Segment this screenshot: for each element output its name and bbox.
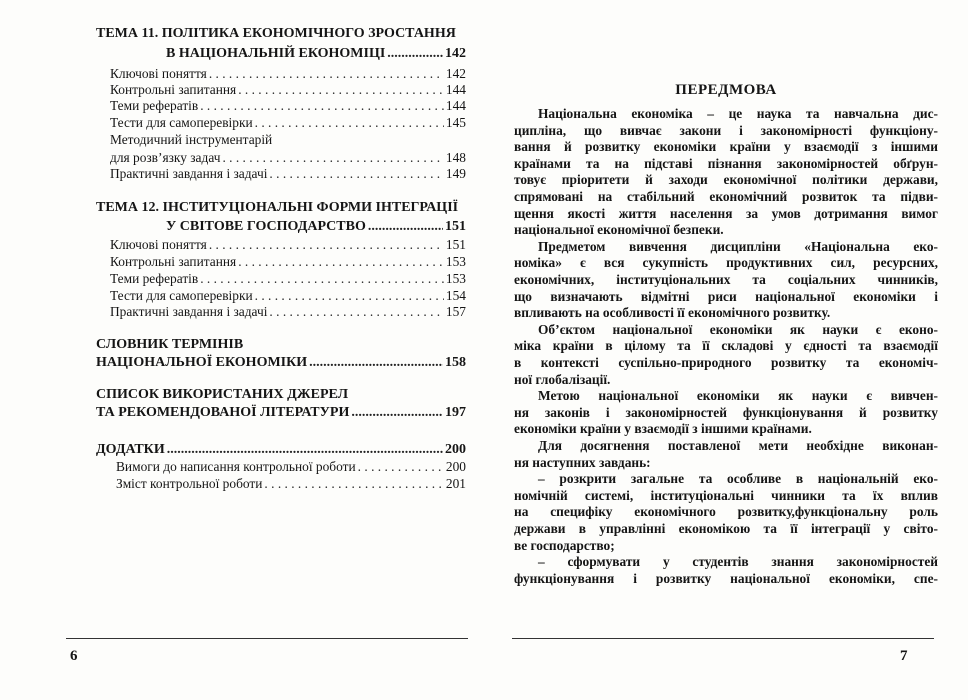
preface-line: товує пріоритети й заходи економічної політики держави, — [514, 172, 938, 188]
preface-line: що визначають відмітні риси національної економіки і — [514, 288, 938, 304]
preface-line: країнами та на підставі пізнання закономірностей обґрун- — [514, 155, 938, 171]
toc-item[interactable] — [110, 65, 466, 82]
leader-dots — [222, 149, 443, 166]
leader-dots — [238, 253, 444, 270]
preface-line: – розкрити загальне та особливе в національній еко- — [538, 471, 938, 487]
toc-item-label: Зміст контрольної роботи — [116, 476, 263, 491]
preface-line: щення якості життя населення за умов дотримання вимог — [514, 205, 938, 221]
toc-item[interactable] — [110, 149, 466, 166]
toc-item-page: 157 — [445, 304, 466, 319]
preface-line: спрямовані на стабільний економічний розвиток та підви- — [514, 189, 938, 204]
toc-item-page: 142 — [445, 66, 466, 81]
toc-topic12-title-line1: ТЕМА 12. ІНСТИТУЦІОНАЛЬНІ ФОРМИ ІНТЕГРАЦІЇ — [96, 200, 459, 215]
toc-item[interactable] — [110, 81, 466, 98]
preface-line: Об’єктом національної економіки як науки є еконо- — [538, 321, 938, 337]
toc-item-page: 153 — [445, 254, 466, 269]
preface-line: економічних, інституціональних та соціальних чинників, — [514, 272, 938, 287]
preface-line: Національна економіка – це наука та навчальна дис- — [538, 106, 938, 121]
preface-line: міка країни в цілому та її складові у єдності та взаємодії — [514, 338, 938, 354]
toc-topic12-page: 151 — [445, 219, 466, 234]
preface-line: Для досягнення поставленої мети необхідне виконан- — [538, 438, 938, 453]
page-number-right: 7 — [900, 648, 908, 664]
leader-dots — [255, 287, 444, 304]
preface-line: номіка» є вся сукупність продуктивних сил, ресурсних, — [514, 255, 938, 271]
preface-line: Метою національної економіки як науки є вивчен- — [538, 388, 938, 404]
toc-sources-page: 197 — [445, 405, 466, 420]
toc-item-label: Контрольні запитання — [110, 254, 237, 269]
toc-item[interactable] — [110, 165, 466, 182]
toc-item-page: 154 — [445, 288, 466, 303]
toc-appendix-page: 200 — [445, 442, 466, 457]
toc-item-label: Контрольні запитання — [110, 82, 237, 97]
toc-item[interactable] — [110, 97, 466, 114]
toc-item-page: 201 — [445, 476, 466, 491]
page-number-left: 6 — [70, 648, 78, 664]
preface-line: Предметом вивчення дисципліни «Національна еко- — [538, 238, 938, 254]
toc-item[interactable] — [110, 114, 466, 131]
toc-item-label: Тести для самоперевірки — [110, 115, 253, 130]
leader-dots — [200, 270, 444, 287]
toc-item-label: Практичні завдання і задачі — [110, 304, 268, 319]
toc-appendix-entry[interactable] — [96, 441, 466, 458]
toc-item[interactable] — [110, 270, 466, 287]
leader-dots — [167, 441, 443, 458]
toc-item-page: 153 — [445, 271, 466, 286]
preface-line: ня наступних завдань: — [514, 454, 651, 470]
leader-dots — [309, 354, 443, 371]
preface-line: – сформувати у студентів знання закономірностей — [538, 554, 938, 570]
preface-line: держави в управлінні економікою та її інтеграції у світо- — [514, 521, 938, 536]
toc-glossary-entry[interactable] — [96, 354, 466, 371]
toc-item-label: Вимоги до написання контрольної роботи — [116, 459, 356, 474]
leader-dots — [264, 475, 443, 492]
preface-line: функціонування і розвитку національної економіки, спе- — [514, 570, 938, 586]
toc-item-page: 144 — [445, 98, 466, 113]
toc-method-line: Методичний інструментарій — [110, 132, 273, 147]
toc-item-label: Ключові поняття — [110, 237, 207, 252]
toc-item-page: 151 — [445, 237, 466, 252]
toc-sources-line2: ТА РЕКОМЕНДОВАНОЇ ЛІТЕРАТУРИ — [96, 405, 350, 420]
toc-item[interactable] — [110, 253, 466, 270]
preface-line: в контексті суспільно-природного розвитку та економіч- — [514, 355, 938, 370]
leader-dots — [368, 218, 443, 235]
toc-item-label: для розв’язку задач — [110, 150, 221, 165]
toc-item-page: 200 — [445, 459, 466, 474]
leader-dots — [238, 81, 444, 98]
toc-topic12-title-line2: У СВІТОВЕ ГОСПОДАРСТВО — [166, 219, 366, 234]
toc-appendix-title: ДОДАТКИ — [96, 442, 165, 457]
toc-item-label: Ключові поняття — [110, 66, 207, 81]
toc-item-label: Практичні завдання і задачі — [110, 166, 268, 181]
toc-item-page: 148 — [445, 150, 466, 165]
preface-line: впливають на особливості її економічного розвитку. — [514, 305, 831, 321]
leader-dots — [209, 236, 444, 253]
preface-line: на специфіку економічного розвитку,функціональну роль — [514, 504, 938, 520]
toc-item[interactable] — [110, 303, 466, 320]
leader-dots — [209, 65, 444, 82]
toc-item-label: Тести для самоперевірки — [110, 288, 253, 303]
preface-line: ня законів і закономірностей функціонування й розвитку — [514, 404, 938, 420]
leader-dots — [200, 97, 444, 114]
preface-line: ве господарство; — [514, 537, 615, 553]
toc-item[interactable] — [116, 458, 466, 475]
leader-dots — [269, 165, 443, 182]
preface-line: національної економічної безпеки. — [514, 222, 724, 238]
leader-dots — [269, 303, 443, 320]
toc-topic11-title-line2: В НАЦІОНАЛЬНІЙ ЕКОНОМІЦІ — [166, 46, 386, 61]
leader-dots — [255, 114, 444, 131]
leader-dots — [387, 45, 443, 62]
right-page — [484, 0, 968, 700]
toc-item-page: 144 — [445, 82, 466, 97]
toc-item-label: Теми рефератів — [110, 98, 199, 113]
toc-item-label: Теми рефератів — [110, 271, 199, 286]
toc-topic11-entry[interactable] — [166, 45, 466, 62]
toc-topic12-entry[interactable] — [166, 218, 466, 235]
preface-line: ної глобалізації. — [514, 371, 611, 387]
toc-item[interactable] — [110, 287, 466, 304]
toc-sources-line1: СПИСОК ВИКОРИСТАНИХ ДЖЕРЕЛ — [96, 387, 349, 402]
toc-item-page: 149 — [445, 166, 466, 181]
preface-line: вання й розвитку економіки країни у взаємодії з іншими — [514, 139, 938, 155]
footer-rule — [66, 638, 468, 639]
preface-line: економіки країни у взаємодії з іншими країнами. — [514, 421, 812, 437]
leader-dots — [358, 458, 444, 475]
preface-line: ципліна, що вивчає закони і закономірності функціону- — [514, 122, 938, 138]
toc-topic11-title-line1: ТЕМА 11. ПОЛІТИКА ЕКОНОМІЧНОГО ЗРОСТАННЯ — [96, 26, 456, 41]
footer-rule — [512, 638, 934, 639]
toc-item-page: 145 — [445, 115, 466, 130]
preface-title: ПЕРЕДМОВА — [675, 82, 777, 98]
leader-dots — [351, 404, 443, 421]
toc-topic11-page: 142 — [445, 46, 466, 61]
toc-glossary-page: 158 — [445, 355, 466, 370]
toc-glossary-line1: СЛОВНИК ТЕРМІНІВ — [96, 337, 244, 352]
toc-item[interactable] — [116, 475, 466, 492]
preface-line: номічній системі, інституціональні чинники та їх вплив — [514, 487, 938, 503]
toc-sources-entry[interactable] — [96, 404, 466, 421]
toc-glossary-line2: НАЦІОНАЛЬНОЇ ЕКОНОМІКИ — [96, 355, 308, 370]
toc-item[interactable] — [110, 236, 466, 253]
